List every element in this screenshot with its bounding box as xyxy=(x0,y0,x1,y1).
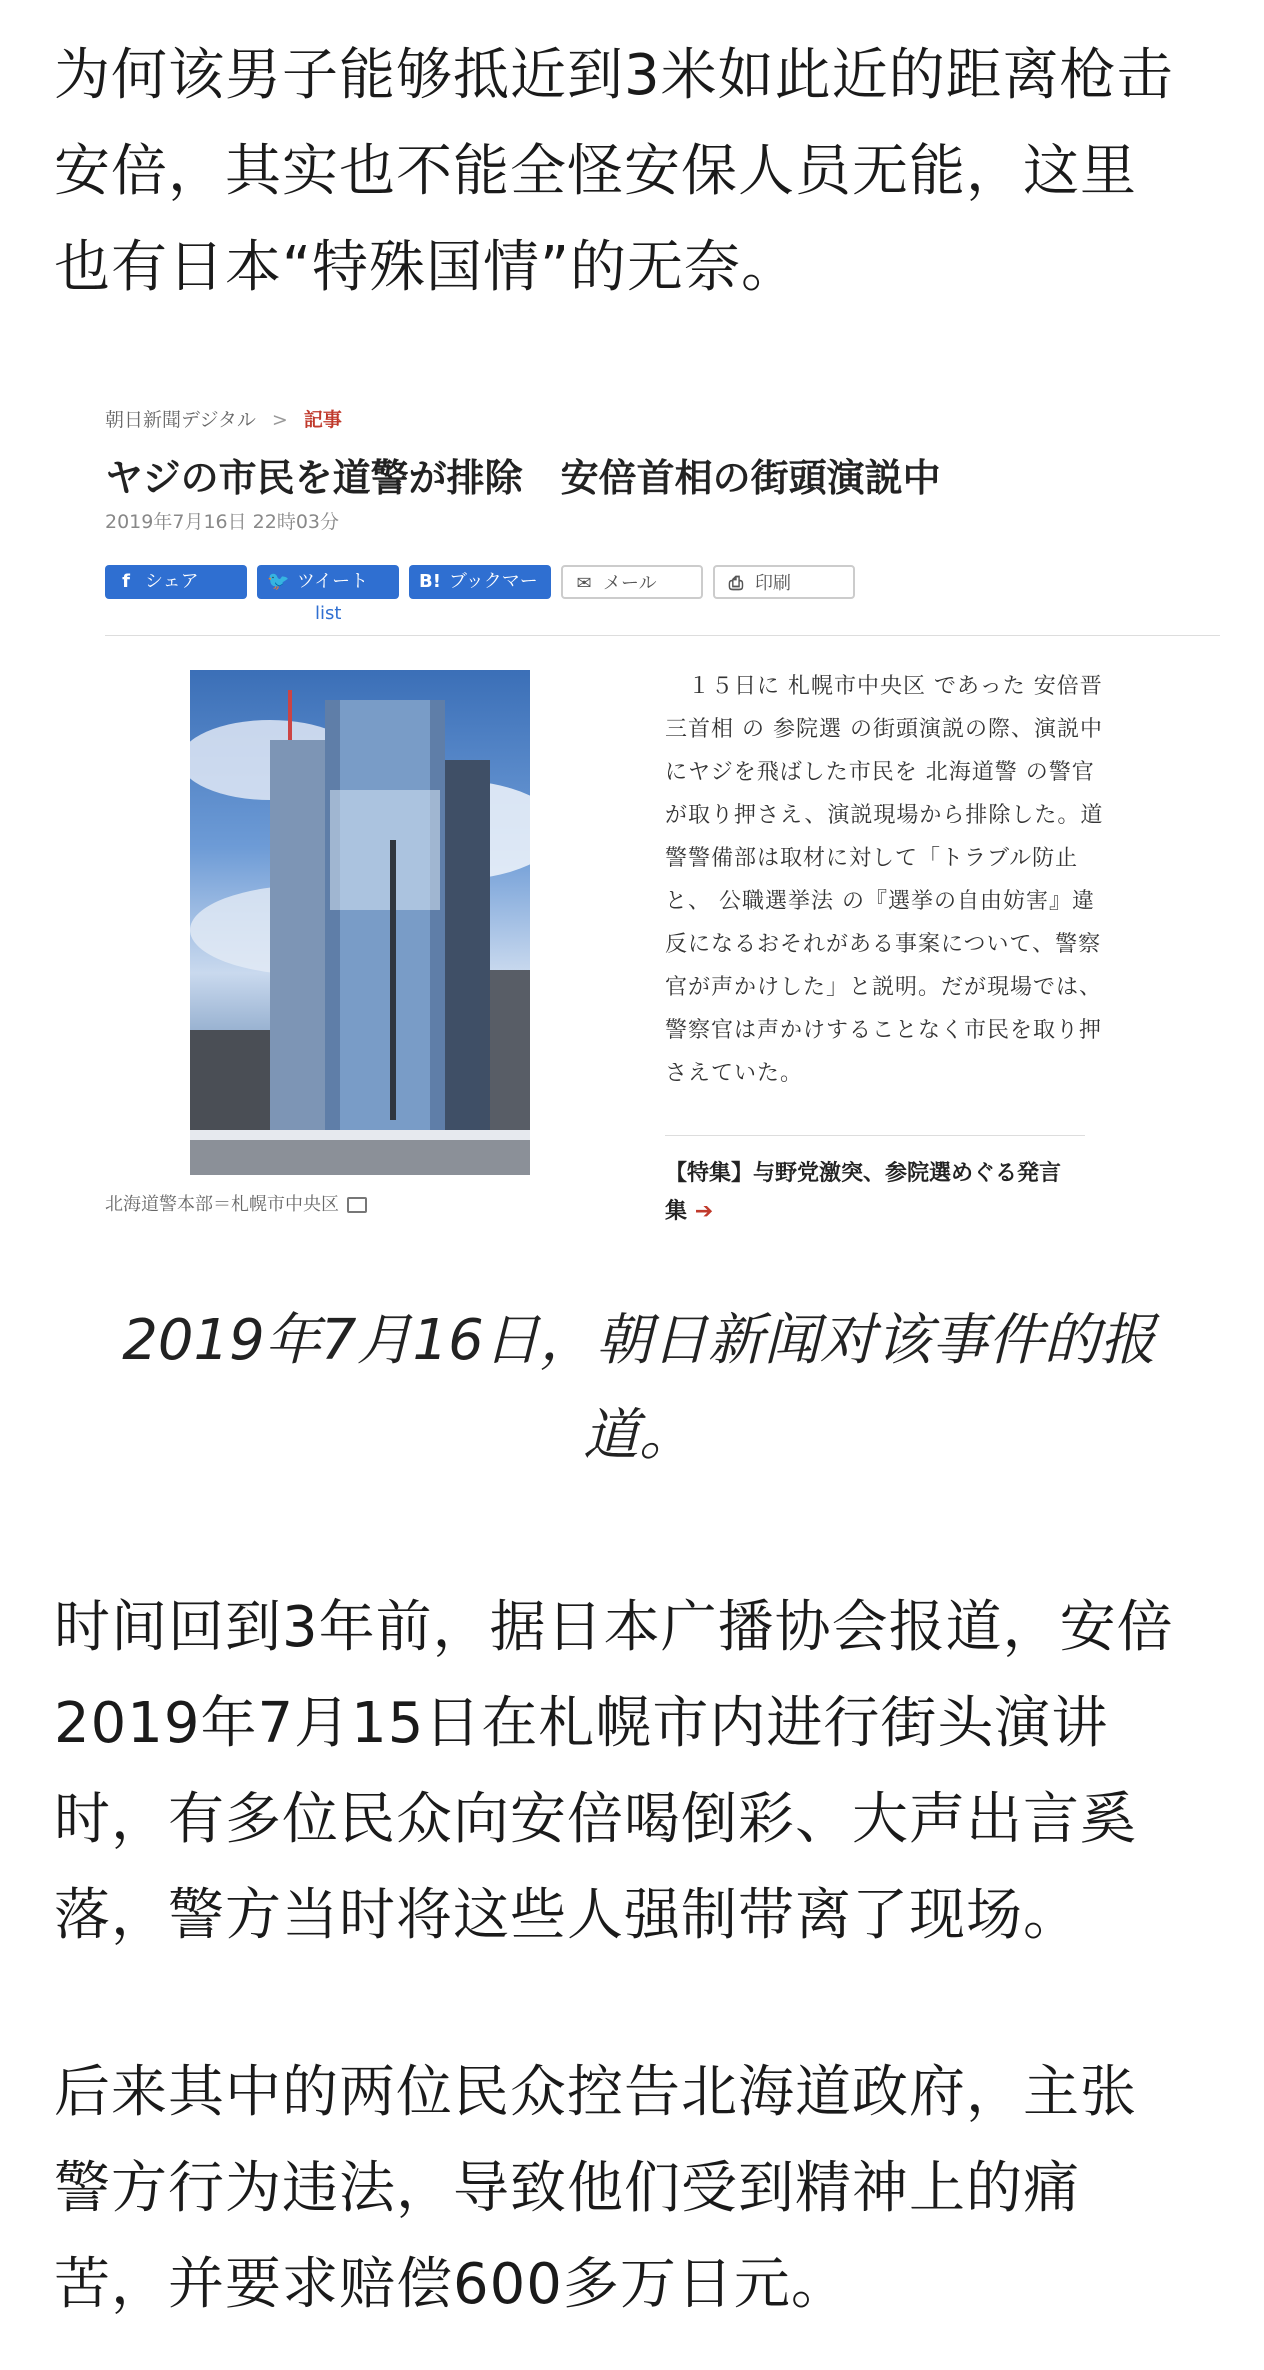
photo-caption-text: 北海道警本部＝札幌市中央区 xyxy=(105,1194,339,1215)
article-body-line: が取り押さえ、演説現場から排除した。道 xyxy=(665,803,1104,828)
article-screenshot xyxy=(105,395,1220,1255)
mail-share-label: メール xyxy=(603,573,657,594)
lawsuit-paragraph xyxy=(54,2045,1224,2333)
twitter-share-button[interactable] xyxy=(257,565,399,599)
article-body-line: 反になるおそれがある事案について、警察 xyxy=(665,932,1102,957)
hatena-bookmark-button[interactable] xyxy=(409,565,551,599)
photo-caption xyxy=(105,1190,367,1216)
print-icon: ⎙ xyxy=(728,573,744,594)
breadcrumb-current[interactable]: 記事 xyxy=(303,409,342,431)
lawsuit-line: 苦，并要求赔偿600多万日元。 xyxy=(54,2252,848,2317)
breadcrumb-separator: > xyxy=(271,409,288,431)
image-caption-line: 2019年7月16日，朝日新闻对该事件的报 xyxy=(122,1308,1156,1373)
history-paragraph xyxy=(54,1580,1224,1964)
intro-line: 安倍，其实也不能全怪安保人员无能，这里 xyxy=(54,139,1137,204)
divider xyxy=(665,1135,1085,1136)
article-body-line: と、 公職選挙法 の『選挙の自由妨害』違 xyxy=(665,889,1095,914)
feature-link-line: 【特集】与野党激突、参院選めぐる発言 xyxy=(665,1161,1062,1186)
hatena-bookmark-label: ブックマー xyxy=(449,571,538,592)
history-line: 时间回到3年前，据日本广播协会报道，安倍 xyxy=(54,1595,1174,1660)
intro-paragraph xyxy=(54,28,1224,316)
article-body-line: さえていた。 xyxy=(665,1061,804,1086)
print-label: 印刷 xyxy=(755,573,791,594)
lawsuit-line: 后来其中的两位民众控告北海道政府，主张 xyxy=(54,2060,1137,2125)
breadcrumb xyxy=(105,405,342,432)
article-dateline: 2019年7月16日 22時03分 xyxy=(105,511,340,533)
twitter-share-label: ツイート xyxy=(297,571,369,592)
lawsuit-line: 警方行为违法，导致他们受到精神上的痛 xyxy=(54,2156,1080,2221)
article-body-line: にヤジを飛ばした市民を 北海道警 の警官 xyxy=(665,760,1095,785)
facebook-share-label: シェア xyxy=(145,571,199,592)
history-line: 2019年7月15日在札幌市内进行街头演讲 xyxy=(54,1691,1109,1756)
image-caption-line: 道。 xyxy=(583,1403,695,1468)
twitter-icon: 🐦 xyxy=(267,571,290,592)
hatena-icon: B! xyxy=(419,571,441,592)
article-body-line: 警察官は声かけすることなく市民を取り押 xyxy=(665,1018,1103,1043)
photo-enlarge-icon[interactable] xyxy=(347,1197,367,1213)
article-body-line: 官が声かけした」と説明。だが現場では、 xyxy=(665,975,1103,1000)
facebook-share-button[interactable] xyxy=(105,565,247,599)
list-link[interactable]: list xyxy=(315,603,342,624)
history-line: 时，有多位民众向安倍喝倒彩、大声出言奚 xyxy=(54,1787,1137,1852)
arrow-right-icon: ➔ xyxy=(694,1199,714,1224)
history-line: 落，警方当时将这些人强制带离了现场。 xyxy=(54,1883,1080,1948)
mail-share-button[interactable] xyxy=(561,565,703,599)
intro-line: 为何该男子能够抵近到3米如此近的距离枪击 xyxy=(54,43,1174,108)
facebook-icon: f xyxy=(122,571,130,592)
divider xyxy=(105,635,1220,636)
print-button[interactable] xyxy=(713,565,855,599)
article-body xyxy=(665,665,1104,1095)
mail-icon: ✉ xyxy=(576,573,592,594)
feature-link[interactable] xyxy=(665,1155,1085,1231)
intro-line: 也有日本“特殊国情”的无奈。 xyxy=(54,235,799,300)
article-body-line: 三首相 の 参院選 の街頭演説の際、演説中 xyxy=(665,717,1103,742)
article-headline: ヤジの市民を道警が排除 安倍首相の街頭演説中 xyxy=(105,456,941,500)
article-body-line: 警警備部は取材に対して「トラブル防止 xyxy=(665,846,1079,871)
feature-link-line: 集 xyxy=(665,1199,688,1224)
hokkaido-police-hq-photo[interactable] xyxy=(190,670,530,1175)
breadcrumb-site[interactable]: 朝日新聞デジタル xyxy=(105,409,256,431)
share-bar xyxy=(105,565,1220,599)
article-body-line: １５日に 札幌市中央区 であった 安倍晋 xyxy=(665,674,1103,699)
